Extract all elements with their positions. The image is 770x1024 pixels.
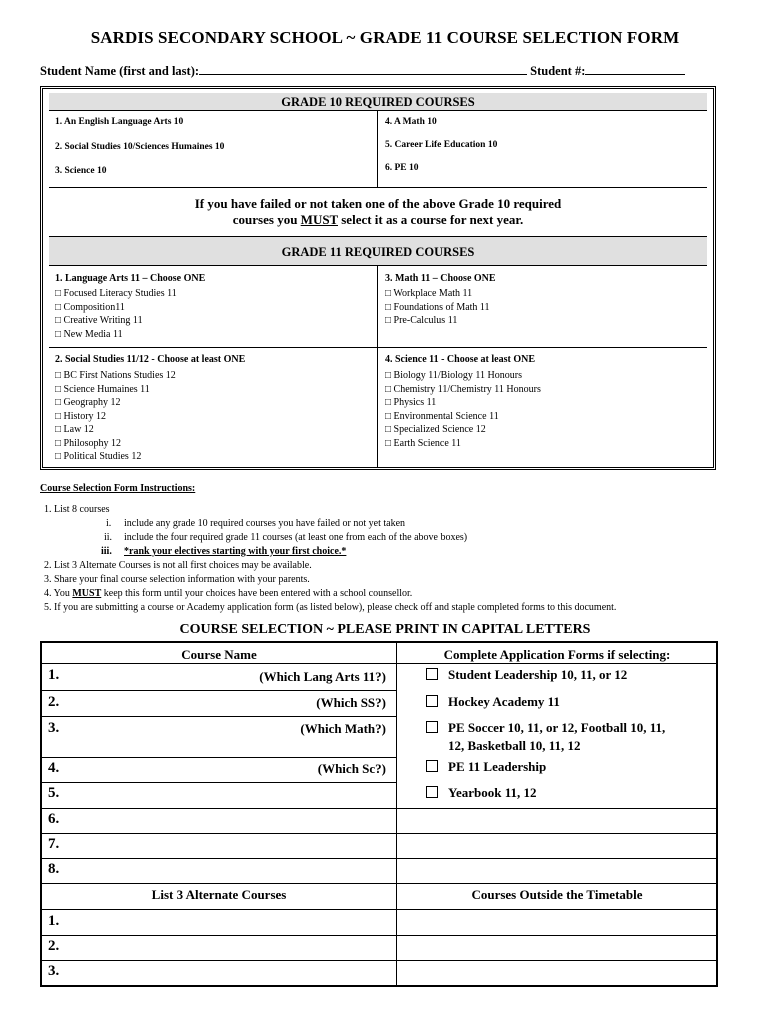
app-label: Yearbook 11, 12 [448,785,537,800]
instruction-subitem-emphasis: *rank your electives starting with your first choice.* [124,546,347,557]
grade10-bottom-rule [49,187,707,188]
course-row-number[interactable]: 7. [48,836,60,852]
table-divider [396,643,397,985]
lang-option[interactable]: □ Creative Writing 11 [55,315,143,326]
app-item-pe-sports[interactable] [426,719,665,736]
student-number-label: Student #: [530,64,586,78]
course-row-number[interactable]: 8. [48,861,60,877]
course-hint: (Which Lang Arts 11?) [259,669,386,684]
instructions-title: Course Selection Form Instructions: [40,483,196,494]
course-row-number[interactable]: 1. [48,667,60,683]
student-name-label: Student Name (first and last): [40,64,200,78]
failed-notice [49,196,707,228]
app-label: Student Leadership 10, 11, or 12 [448,667,628,682]
sci-option[interactable]: □ Biology 11/Biology 11 Honours [385,370,522,381]
notice-text: courses you [232,212,301,227]
row-rule [42,858,716,859]
notice-line-1: If you have failed or not taken one of the above Grade 10 required [194,196,562,211]
course-row-number[interactable]: 2. [48,694,60,710]
lang-option[interactable]: □ Composition11 [55,301,125,313]
lang-arts-cell [55,273,373,341]
row-rule [42,883,716,884]
sci-option[interactable]: □ Specialized Science 12 [385,424,486,435]
app-item-pe-sports-continued: 12, Basketball 10, 11, 12 [448,738,581,753]
checkbox-icon[interactable] [426,668,438,680]
row-rule [42,690,396,691]
app-item-yearbook[interactable] [426,784,536,801]
science-cell [385,354,705,450]
instruction-subnum: iii. [101,546,112,557]
instruction-text: keep this form until your choices have been entered with a school counsellor. [101,588,413,599]
instruction-item: 3. Share your final course selection information with your parents. [44,574,310,585]
student-number-field[interactable] [585,64,685,75]
course-selection-table [40,641,718,987]
app-item-hockey[interactable] [426,693,560,710]
alternate-row-number[interactable]: 3. [48,963,60,979]
app-label: PE 11 Leadership [448,759,547,774]
sci-option[interactable]: □ Earth Science 11 [385,437,461,449]
alternate-row-number[interactable]: 2. [48,938,60,954]
lang-option[interactable]: □ Focused Literacy Studies 11 [55,288,177,299]
grade10-item: 1. An English Language Arts 10 [55,117,184,127]
instruction-item: 1. List 8 courses [44,504,110,515]
grade10-item: 6. PE 10 [385,163,419,173]
grade10-item: 5. Career Life Education 10 [385,140,498,150]
lang-arts-title: 1. Language Arts 11 – Choose ONE [55,273,206,284]
sci-option[interactable]: □ Chemistry 11/Chemistry 11 Honours [385,383,541,395]
app-item-pe-leadership[interactable] [426,758,546,775]
course-hint: (Which SS?) [316,695,386,710]
ss-option[interactable]: □ Political Studies 12 [55,451,142,462]
grade11-middle-rule [49,347,707,348]
row-rule [42,935,716,936]
ss-option[interactable]: □ BC First Nations Studies 12 [55,370,176,381]
instruction-subnum: ii. [104,532,113,543]
alternate-row-number[interactable]: 1. [48,913,60,929]
app-item-leadership[interactable] [426,666,627,683]
course-hint: (Which Sc?) [317,761,386,776]
science-title: 4. Science 11 - Choose at least ONE [385,354,535,365]
required-courses-box [40,86,716,470]
social-studies-cell [55,354,373,464]
row-rule [42,782,396,783]
checkbox-icon[interactable] [426,786,438,798]
student-name-field[interactable] [199,64,527,75]
row-rule [42,757,396,758]
sci-option[interactable]: □ Environmental Science 11 [385,410,499,422]
instruction-item: 5. If you are submitting a course or Academy application form (as listed below), please check off and staple completed forms to this document. [44,602,617,613]
app-label: Hockey Academy 11 [448,694,560,709]
math-cell [385,273,705,328]
instruction-item [44,588,412,599]
course-row-number[interactable]: 6. [48,811,60,827]
instruction-must: MUST [72,588,102,599]
notice-must: MUST [300,212,338,227]
row-rule [42,960,716,961]
student-info-line [40,64,685,79]
course-hint: (Which Math?) [300,721,386,736]
instruction-item: 2. List 3 Alternate Courses is not all first choices may be available. [44,560,312,571]
grade10-item: 4. A Math 10 [385,117,437,127]
row-rule [42,833,716,834]
math-title: 3. Math 11 – Choose ONE [385,273,496,284]
ss-option[interactable]: □ Geography 12 [55,397,121,408]
outside-timetable-header: Courses Outside the Timetable [471,887,643,902]
grade11-divider [377,266,378,468]
row-rule [42,663,716,664]
row-rule [42,808,716,809]
ss-option[interactable]: □ Science Humaines 11 [55,383,150,395]
math-option[interactable]: □ Pre-Calculus 11 [385,315,458,326]
checkbox-icon[interactable] [426,695,438,707]
notice-line-2 [49,212,707,228]
ss-option[interactable]: □ History 12 [55,410,107,422]
instruction-subitem: include the four required grade 11 courses (at least one from each of the above boxes) [124,532,468,543]
alternate-courses-header: List 3 Alternate Courses [151,887,287,902]
lang-option[interactable]: □ New Media 11 [55,328,123,340]
social-studies-title: 2. Social Studies 11/12 - Choose at least ONE [55,354,246,365]
app-label: PE Soccer 10, 11, or 12, Football 10, 11, [448,720,666,735]
instruction-subitem: include any grade 10 required courses you have failed or not yet taken [124,518,406,529]
instruction-subnum: i. [106,518,112,529]
instruction-text: 4. You [44,588,73,599]
course-selection-title: COURSE SELECTION ~ PLEASE PRINT IN CAPITAL LETTERS [179,622,591,637]
form-title: SARDIS SECONDARY SCHOOL ~ GRADE 11 COURSE SELECTION FORM [90,28,680,47]
course-row-number[interactable]: 4. [48,760,60,776]
checkbox-icon[interactable] [426,721,438,733]
grade10-item: 3. Science 10 [55,166,107,176]
math-option[interactable]: □ Foundations of Math 11 [385,301,490,313]
checkbox-icon[interactable] [426,760,438,772]
course-row-number[interactable]: 3. [48,720,60,736]
row-rule [42,909,716,910]
grade11-header: GRADE 11 REQUIRED COURSES [49,236,707,266]
ss-option[interactable]: □ Philosophy 12 [55,437,122,449]
course-name-header: Course Name [181,647,257,662]
notice-text: select it as a course for next year. [338,212,524,227]
math-option[interactable]: □ Workplace Math 11 [385,288,473,299]
grade10-divider [377,111,378,187]
grade10-item: 2. Social Studies 10/Sciences Humaines 10 [55,142,225,152]
row-rule [42,716,396,717]
ss-option[interactable]: □ Law 12 [55,424,94,435]
sci-option[interactable]: □ Physics 11 [385,397,437,408]
application-forms-header: Complete Application Forms if selecting: [443,647,671,662]
grade10-header: GRADE 10 REQUIRED COURSES [49,93,707,111]
course-row-number[interactable]: 5. [48,785,60,801]
